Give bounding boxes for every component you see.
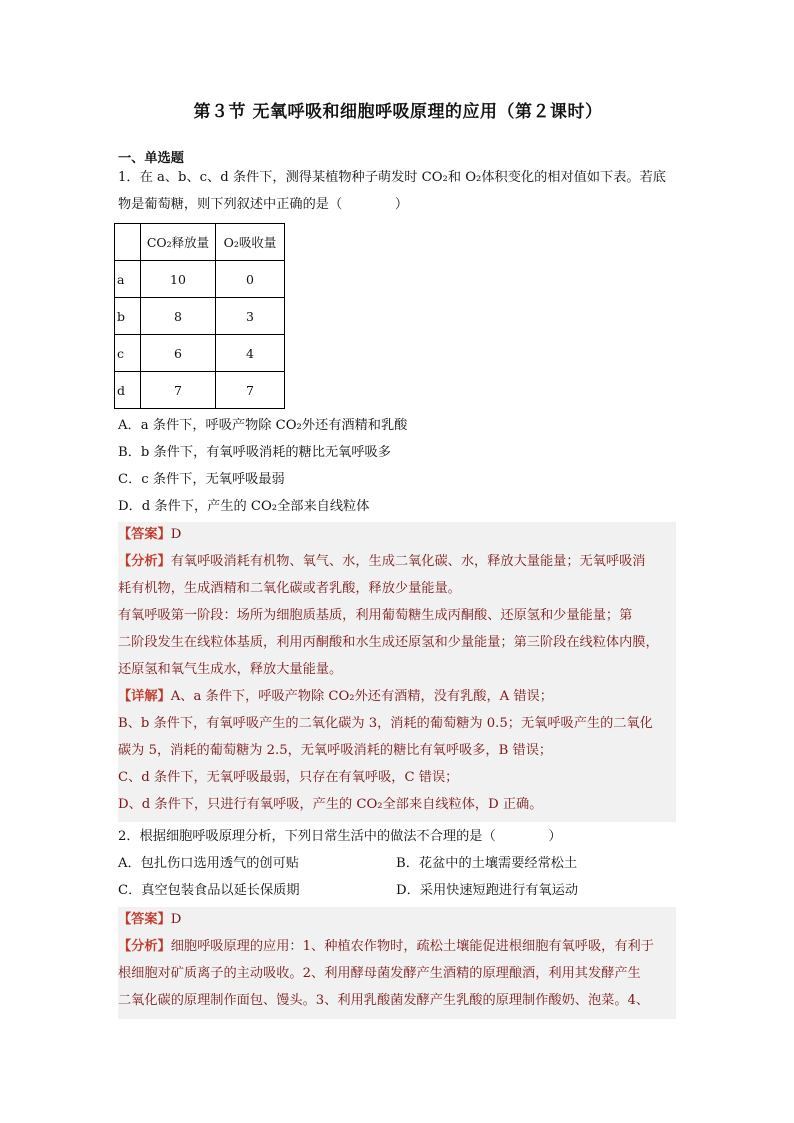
table-cell: 0 <box>216 261 285 298</box>
q1-detail-line2: B、b 条件下，有氧呼吸产生的二氧化碳为 3，消耗的葡萄糖为 0.5；无氧呼吸产生的二氧化 <box>118 716 653 731</box>
q1-analysis-line3: 有氧呼吸第一阶段：场所为细胞质基质，利用葡萄糖生成丙酮酸、还原氢和少量能量；第 <box>118 608 633 623</box>
q2-analysis-line3: 二氧化碳的原理制作面包、馒头。3、利用乳酸菌发酵产生乳酸的原理制作酸奶、泡菜。4、 <box>118 993 650 1008</box>
table-cell: 3 <box>216 298 285 335</box>
table-cell: 8 <box>141 298 216 335</box>
q1-option-b: B．b 条件下，有氧呼吸消耗的糖比无氧呼吸多 <box>118 445 391 460</box>
answer-value: D <box>170 912 182 927</box>
q1-analysis-line2: 耗有机物，生成酒精和二氧化碳或者乳酸，释放少量能量。 <box>118 581 461 596</box>
q1-option-c: C．c 条件下，无氧呼吸最弱 <box>118 472 285 487</box>
table-cell: c <box>115 335 141 372</box>
q1-option-a: A．a 条件下，呼吸产物除 CO₂外还有酒精和乳酸 <box>118 418 408 433</box>
analysis-text: 细胞呼吸原理的应用：1、种植农作物时，疏松土壤能促进根细胞有氧呼吸，有利于 <box>170 939 654 954</box>
table-cell: 7 <box>141 372 216 409</box>
q1-option-d: D．d 条件下，产生的 CO₂全部来自线粒体 <box>118 499 370 514</box>
answer-tag: 【答案】 <box>118 912 171 927</box>
table-header-cell: CO₂释放量 <box>141 224 216 261</box>
q2-option-c: C．真空包装食品以延长保质期 <box>118 883 300 898</box>
q1-solution-block <box>118 522 676 822</box>
q1-detail-line1 <box>118 688 553 706</box>
q1-detail-line3: 碳为 5，消耗的葡萄糖为 2.5，无氧呼吸消耗的糖比有氧呼吸多，B 错误； <box>118 743 553 758</box>
table-header-cell: O₂吸收量 <box>216 224 285 261</box>
table-row <box>115 372 285 409</box>
q1-stem-line1: 1．在 a、b、c、d 条件下，测得某植物种子萌发时 CO₂和 O₂体积变化的相对值如下表。若底 <box>118 170 666 185</box>
q1-stem-line2: 物是葡萄糖，则下列叙述中正确的是（ ） <box>118 197 409 212</box>
q1-analysis-line1 <box>118 553 646 571</box>
table-cell: d <box>115 372 141 409</box>
table-row <box>115 261 285 298</box>
analysis-text: 有氧呼吸消耗有机物、氧气、水，生成二氧化碳、水，释放大量能量；无氧呼吸消 <box>170 554 646 569</box>
table-cell: 4 <box>216 335 285 372</box>
q1-analysis-line4: 二阶段发生在线粒体基质，利用丙酮酸和水生成还原氢和少量能量；第三阶段在线粒体内膜， <box>118 635 659 650</box>
table-cell: 6 <box>141 335 216 372</box>
answer-value: D <box>170 527 182 542</box>
q2-analysis-line1 <box>118 938 654 956</box>
table-header-row <box>115 224 285 261</box>
table-header-cell <box>115 224 141 261</box>
q2-solution-block <box>118 907 676 1019</box>
table-row <box>115 335 285 372</box>
q2-option-a: A．包扎伤口选用透气的创可贴 <box>118 856 299 871</box>
analysis-tag: 【分析】 <box>118 554 171 569</box>
table-cell: 7 <box>216 372 285 409</box>
q2-stem: 2．根据细胞呼吸原理分析，下列日常生活中的做法不合理的是（ ） <box>118 829 562 844</box>
analysis-tag: 【分析】 <box>118 939 171 954</box>
q1-detail-line5: D、d 条件下，只进行有氧呼吸，产生的 CO₂全部来自线粒体，D 正确。 <box>118 797 543 812</box>
detail-text: A、a 条件下，呼吸产物除 CO₂外还有酒精，没有乳酸，A 错误； <box>170 689 553 704</box>
q2-option-d: D．采用快速短跑进行有氧运动 <box>396 883 579 898</box>
q1-answer-line <box>118 526 181 544</box>
detail-tag: 【详解】 <box>118 689 171 704</box>
q1-analysis-line5: 还原氢和氧气生成水，释放大量能量。 <box>118 662 343 677</box>
q2-analysis-line2: 根细胞对矿质离子的主动吸收。2、利用酵母菌发酵产生酒精的原理酿酒，利用其发酵产生 <box>118 966 641 981</box>
q2-answer-line <box>118 911 181 929</box>
q1-data-table <box>114 223 285 409</box>
table-row <box>115 298 285 335</box>
q2-option-b: B．花盆中的土壤需要经常松土 <box>396 856 578 871</box>
q1-detail-line4: C、d 条件下，无氧呼吸最弱，只存在有氧呼吸，C 错误； <box>118 770 459 785</box>
page-title: 第３节 无氧呼吸和细胞呼吸原理的应用（第２课时） <box>193 102 603 122</box>
table-cell: a <box>115 261 141 298</box>
table-cell: 10 <box>141 261 216 298</box>
section-heading: 一、单选题 <box>118 151 184 166</box>
table-cell: b <box>115 298 141 335</box>
answer-tag: 【答案】 <box>118 527 171 542</box>
